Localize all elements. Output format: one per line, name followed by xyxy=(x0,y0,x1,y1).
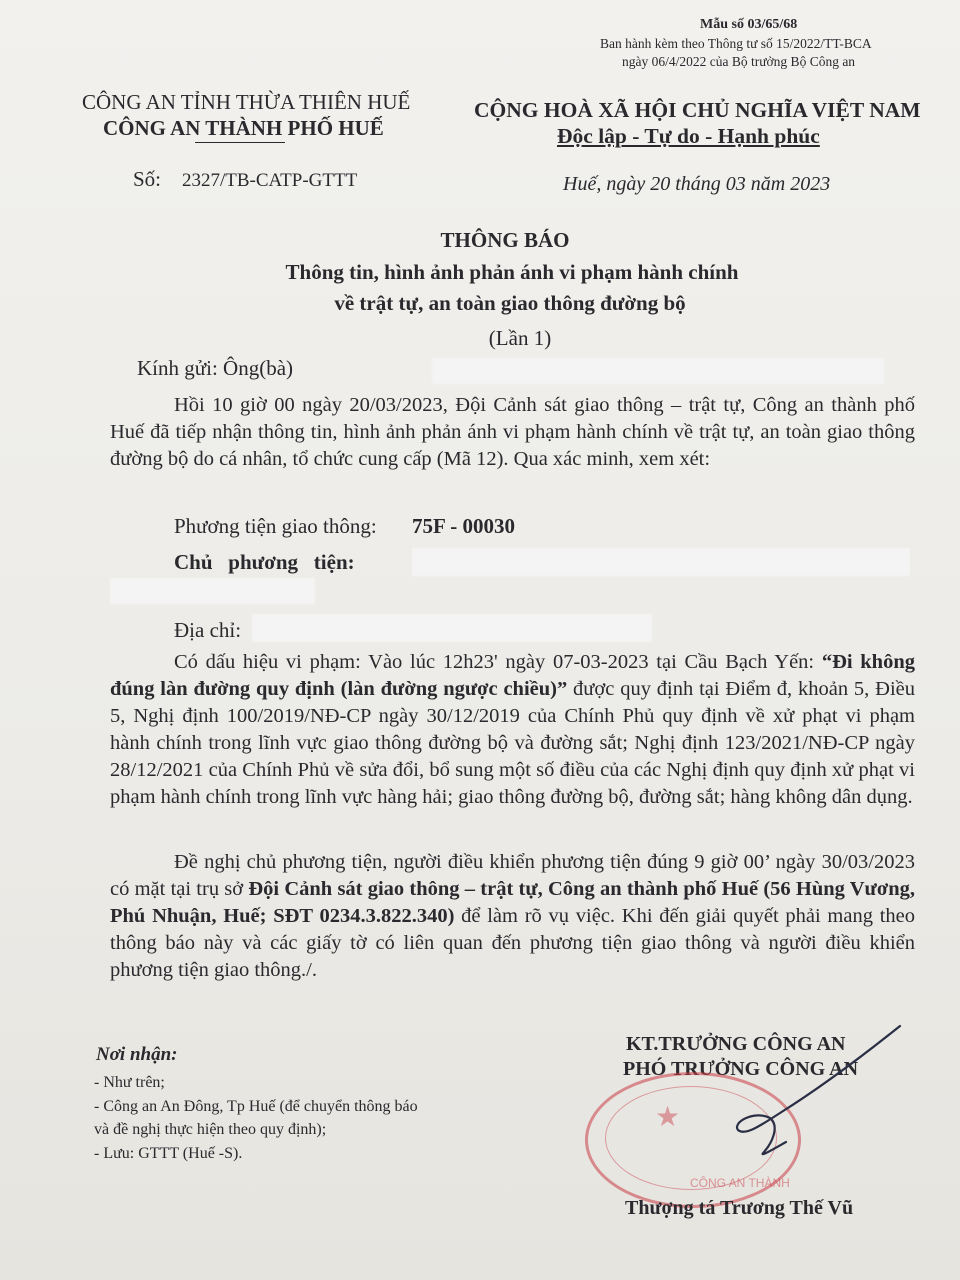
addressee-label: Kính gửi: Ông(bà) xyxy=(137,356,294,380)
redacted-owner-continuation xyxy=(110,578,315,604)
agency-parent: CÔNG AN TỈNH THỪA THIÊN HUẾ xyxy=(82,90,411,114)
request-location: Đội Cảnh sát giao thông – trật tự, Công an thành phố Huế (56 Hùng Vương, Phú Nhuận, Huế; SĐT 0234.3.822.340) xyxy=(110,878,915,927)
request-paragraph xyxy=(110,849,915,984)
doc-number: 2327/TB-CATP-GTTT xyxy=(182,170,358,191)
doc-title: THÔNG BÁO xyxy=(440,228,570,252)
signature-title-2: PHÓ TRƯỞNG CÔNG AN xyxy=(623,1058,859,1080)
agency-name: CÔNG AN THÀNH PHỐ HUẾ xyxy=(103,116,384,140)
violation-intro: Có dấu hiệu vi phạm: Vào lúc 12h23' ngày 07-03-2023 tại Cầu Bạch Yến: xyxy=(174,651,815,673)
doc-subtitle-2: về trật tự, an toàn giao thông đường bộ xyxy=(334,291,686,315)
recipient-item-2: - Công an An Đông, Tp Huế (để chuyển thông báo xyxy=(94,1098,418,1115)
request-instructions: để làm rõ vụ việc. Khi đến giải quyết phải mang theo thông báo này và các giấy tờ có liên quan đến phương tiện giao thông và người điều khiển phương tiện giao thông./. xyxy=(110,905,915,981)
recipients-heading: Nơi nhận: xyxy=(96,1044,178,1065)
nation-motto: Độc lập - Tự do - Hạnh phúc xyxy=(557,124,820,148)
request-intro: Đề nghị chủ phương tiện, người điều khiển phương tiện đúng 9 giờ 00’ ngày 30/03/2023 có mặt tại trụ sở xyxy=(110,851,915,900)
handwritten-signature xyxy=(660,1018,920,1168)
form-code: Mẫu số 03/65/68 xyxy=(700,17,798,32)
owner-label: Chủ phương tiện: xyxy=(174,550,355,574)
form-issued-line1: Ban hành kèm theo Thông tư số 15/2022/TT-BCA xyxy=(600,36,872,51)
recipient-item-1: - Như trên; xyxy=(94,1074,165,1091)
redacted-addressee xyxy=(432,358,884,384)
intro-paragraph: Hồi 10 giờ 00 ngày 20/03/2023, Đội Cảnh sát giao thông – trật tự, Công an thành phố Huế đã tiếp nhận thông tin, hình ảnh phản ánh vi phạm hành chính về trật tự, an toàn giao thông đường bộ do cá nhân, tổ chức cung cấp (Mã 12). Qua xác minh, xem xét: xyxy=(110,394,915,470)
doc-subtitle-1: Thông tin, hình ảnh phản ánh vi phạm hành chính xyxy=(285,260,739,284)
signature-title-1: KT.TRƯỞNG CÔNG AN xyxy=(626,1033,846,1055)
violation-description: “Đi không đúng làn đường quy định (làn đường ngược chiều)” xyxy=(110,651,915,700)
vehicle-plate: 75F - 00030 xyxy=(412,514,516,538)
redacted-owner-name xyxy=(412,548,910,576)
violation-paragraph xyxy=(110,649,915,811)
agency-underline xyxy=(195,142,285,143)
nation-title: CỘNG HOÀ XÃ HỘI CHỦ NGHĨA VIỆT NAM xyxy=(474,98,921,122)
recipient-item-2-cont: và đề nghị thực hiện theo quy định); xyxy=(94,1121,327,1138)
vehicle-label: Phương tiện giao thông: xyxy=(174,514,377,538)
violation-legal-basis: được quy định tại Điểm đ, khoản 5, Điều 5, Nghị định 100/2019/NĐ-CP ngày 30/12/2019 của Chính Phủ quy định về xử phạt vi phạm hành chính trong lĩnh vực giao thông đường bộ và đường sắt; Nghị định 123/2021/NĐ-CP ngày 28/12/2021 của Chính Phủ về sửa đổi, bổ sung một số điều của các Nghị định quy định xử phạt vi phạm hành chính trong lĩnh vực hàng hải; giao thông đường bộ, đường sắt; hàng không dân dụng. xyxy=(110,678,915,808)
doc-date: Huế, ngày 20 tháng 03 năm 2023 xyxy=(563,173,831,195)
seal-text: CÔNG AN THÀNH xyxy=(690,1176,790,1190)
doc-number-label: Số: xyxy=(133,167,162,191)
address-label: Địa chỉ: xyxy=(174,618,242,642)
form-issued-line2: ngày 06/4/2022 của Bộ trưởng Bộ Công an xyxy=(622,54,856,69)
doc-round: (Lần 1) xyxy=(488,326,552,350)
recipient-item-3: - Lưu: GTTT (Huế -S). xyxy=(94,1145,243,1162)
signer-name: Thượng tá Trương Thế Vũ xyxy=(625,1197,854,1219)
redacted-address xyxy=(252,614,652,642)
seal-star-icon: ★ xyxy=(655,1102,681,1133)
